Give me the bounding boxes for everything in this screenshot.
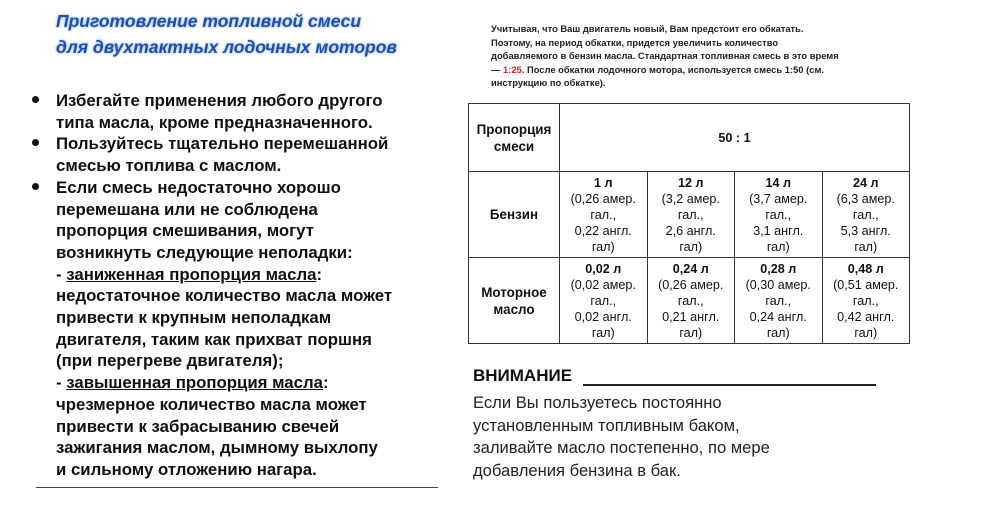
- cell-line: 0,22 англ.: [574, 223, 632, 238]
- oil-label-line: масло: [493, 301, 535, 317]
- notice-heading: ВНИМАНИЕ: [473, 366, 573, 385]
- cell-main-value: 1 л: [593, 175, 613, 190]
- cell-line: (0,51 амер.: [833, 277, 899, 292]
- oil-label-cell: [469, 258, 560, 344]
- notice-text: [473, 392, 853, 483]
- cell-line: гал): [766, 239, 790, 254]
- cell-line: 0,42 англ.: [837, 309, 895, 324]
- cell-line: гал.,: [590, 293, 617, 308]
- list-item-line: Избегайте применения любого другого: [56, 91, 383, 110]
- page-title: [56, 8, 397, 60]
- list-item-line: Если смесь недостаточно хорошо: [56, 177, 341, 197]
- cell-line: 2,6 англ.: [665, 223, 716, 238]
- cell-line: 0,24 англ.: [749, 309, 807, 324]
- cell-line: 5,3 англ.: [840, 223, 891, 238]
- table-row-ratio: [469, 104, 910, 172]
- list-item-line: чрезмерное количество масла может: [56, 394, 367, 414]
- list-item-problems: [28, 177, 448, 481]
- cell-line: (3,7 амер.: [749, 191, 808, 206]
- heading-colon: :: [316, 264, 323, 284]
- cell-line: гал.,: [765, 207, 792, 222]
- cell-line: гал.,: [590, 207, 617, 222]
- list-item-line: типа масла, кроме предназначенного.: [56, 112, 373, 132]
- divider: [36, 487, 438, 488]
- cell-line: гал.,: [677, 207, 704, 222]
- list-item-line: двигателя, таким как прихват поршня: [56, 329, 372, 349]
- table-row-oil: [469, 258, 910, 344]
- break-in-ratio: 1:25: [502, 63, 522, 75]
- list-item-line: возникнуть следующие неполадки:: [56, 242, 353, 262]
- bullet-icon: [32, 139, 39, 146]
- cell-line: 3,1 англ.: [753, 223, 804, 238]
- list-item-line: зажигания маслом, дымному выхлопу: [56, 438, 378, 458]
- title-line-2: для двухтактных лодочных моторов: [56, 37, 398, 57]
- oil-cell: [647, 258, 735, 344]
- dash-prefix: -: [56, 373, 67, 393]
- list-item-line: и сильному отложению нагара.: [56, 459, 317, 479]
- cell-line: гал): [679, 325, 703, 340]
- cell-line: (0,26 амер.: [658, 277, 724, 292]
- low-oil-heading-text: заниженная пропорция масла: [66, 264, 317, 284]
- cell-main-value: 12 л: [677, 175, 704, 190]
- intro-line: Учитывая, что Ваш двигатель новый, Вам предстоит его обкатать.: [491, 23, 804, 34]
- cell-line: гал): [591, 239, 615, 254]
- cell-main-value: 24 л: [852, 175, 879, 190]
- notice-line: Если Вы пользуетесь постоянно: [473, 393, 722, 412]
- petrol-label-cell: Бензин: [469, 172, 560, 258]
- cell-line: гал.,: [677, 293, 704, 308]
- cell-line: (0,02 амер.: [570, 277, 636, 292]
- list-item-line: привести к забрасыванию свечей: [56, 416, 340, 436]
- cell-line: гал.,: [765, 293, 792, 308]
- cell-line: гал): [766, 325, 790, 340]
- list-item-line: привести к крупным неполадкам: [56, 308, 332, 328]
- dash-prefix: -: [56, 264, 67, 284]
- cell-main-value: 0,28 л: [760, 261, 797, 276]
- ratio-label-cell: [469, 104, 560, 172]
- intro-dash: —: [491, 63, 503, 75]
- low-oil-heading: [56, 264, 448, 286]
- petrol-cell: [735, 172, 823, 258]
- petrol-cell: [560, 172, 648, 258]
- intro-line: добавляемого в бензин масла. Стандартная топливная смесь в это время: [491, 50, 839, 62]
- list-item-oil-type: [28, 90, 448, 133]
- notice-line: установленным топливным баком,: [473, 415, 740, 435]
- cell-line: (0,30 амер.: [745, 277, 811, 292]
- oil-label-line: Моторное: [481, 284, 547, 300]
- cell-line: (0,26 амер.: [570, 191, 636, 206]
- list-item-line: пропорция смешивания, могут: [56, 221, 314, 241]
- break-in-intro: [491, 22, 911, 90]
- cell-line: 0,02 англ.: [574, 309, 632, 324]
- bullet-icon: [32, 183, 39, 190]
- cell-line: 0,21 англ.: [662, 309, 720, 324]
- cell-line: гал.,: [852, 293, 879, 308]
- notice-line: добавления бензина в бак.: [473, 461, 681, 481]
- notice-heading-line: [583, 384, 876, 386]
- cell-line: гал): [679, 239, 703, 254]
- intro-line: инструкцию по обкатке).: [491, 77, 606, 89]
- ratio-value-cell: 50 : 1: [560, 104, 910, 172]
- fuel-mix-table: [468, 103, 910, 344]
- list-item-line: смесью топлива с маслом.: [56, 156, 282, 176]
- ratio-label-line: смеси: [493, 138, 535, 154]
- cell-main-value: 0,24 л: [672, 261, 709, 276]
- cell-main-value: 14 л: [765, 175, 791, 190]
- cell-main-value: 0,02 л: [585, 261, 622, 276]
- cell-line: гал.,: [852, 207, 879, 222]
- cell-line: гал): [591, 325, 615, 340]
- petrol-cell: [822, 172, 910, 258]
- cell-line: (6,3 амер.: [836, 191, 895, 206]
- intro-line-rest: . После обкатки лодочного мотора, используется смесь 1:50 (см.: [521, 63, 824, 75]
- notice-line: заливайте масло постепенно, по мере: [473, 438, 770, 458]
- intro-line: Поэтому, на период обкатки, придется увеличить количество: [491, 36, 779, 48]
- list-item-line: Пользуйтесь тщательно перемешанной: [56, 134, 389, 154]
- warnings-list: [28, 90, 448, 481]
- list-item-line: перемешана или не соблюдена: [56, 199, 318, 219]
- cell-line: гал): [854, 325, 878, 340]
- high-oil-heading: [56, 372, 448, 394]
- bullet-icon: [32, 96, 39, 103]
- oil-cell: [735, 258, 823, 344]
- intro-line: [491, 63, 911, 77]
- table-row-petrol: [469, 172, 910, 258]
- oil-cell: [822, 258, 910, 344]
- cell-main-value: 0,48 л: [847, 261, 884, 276]
- high-oil-heading-text: завышенная пропорция масла: [66, 373, 323, 393]
- cell-line: (3,2 амер.: [661, 191, 720, 206]
- list-item-line: (при перегреве двигателя);: [56, 351, 284, 371]
- petrol-cell: [647, 172, 735, 258]
- heading-colon: :: [322, 373, 329, 393]
- cell-line: гал): [854, 239, 878, 254]
- list-item-mixing: [28, 133, 448, 176]
- ratio-label-line: Пропорция: [476, 121, 552, 137]
- oil-cell: [560, 258, 648, 344]
- title-line-1: Приготовление топливной смеси: [56, 11, 362, 31]
- list-item-line: недостаточное количество масла может: [56, 286, 393, 306]
